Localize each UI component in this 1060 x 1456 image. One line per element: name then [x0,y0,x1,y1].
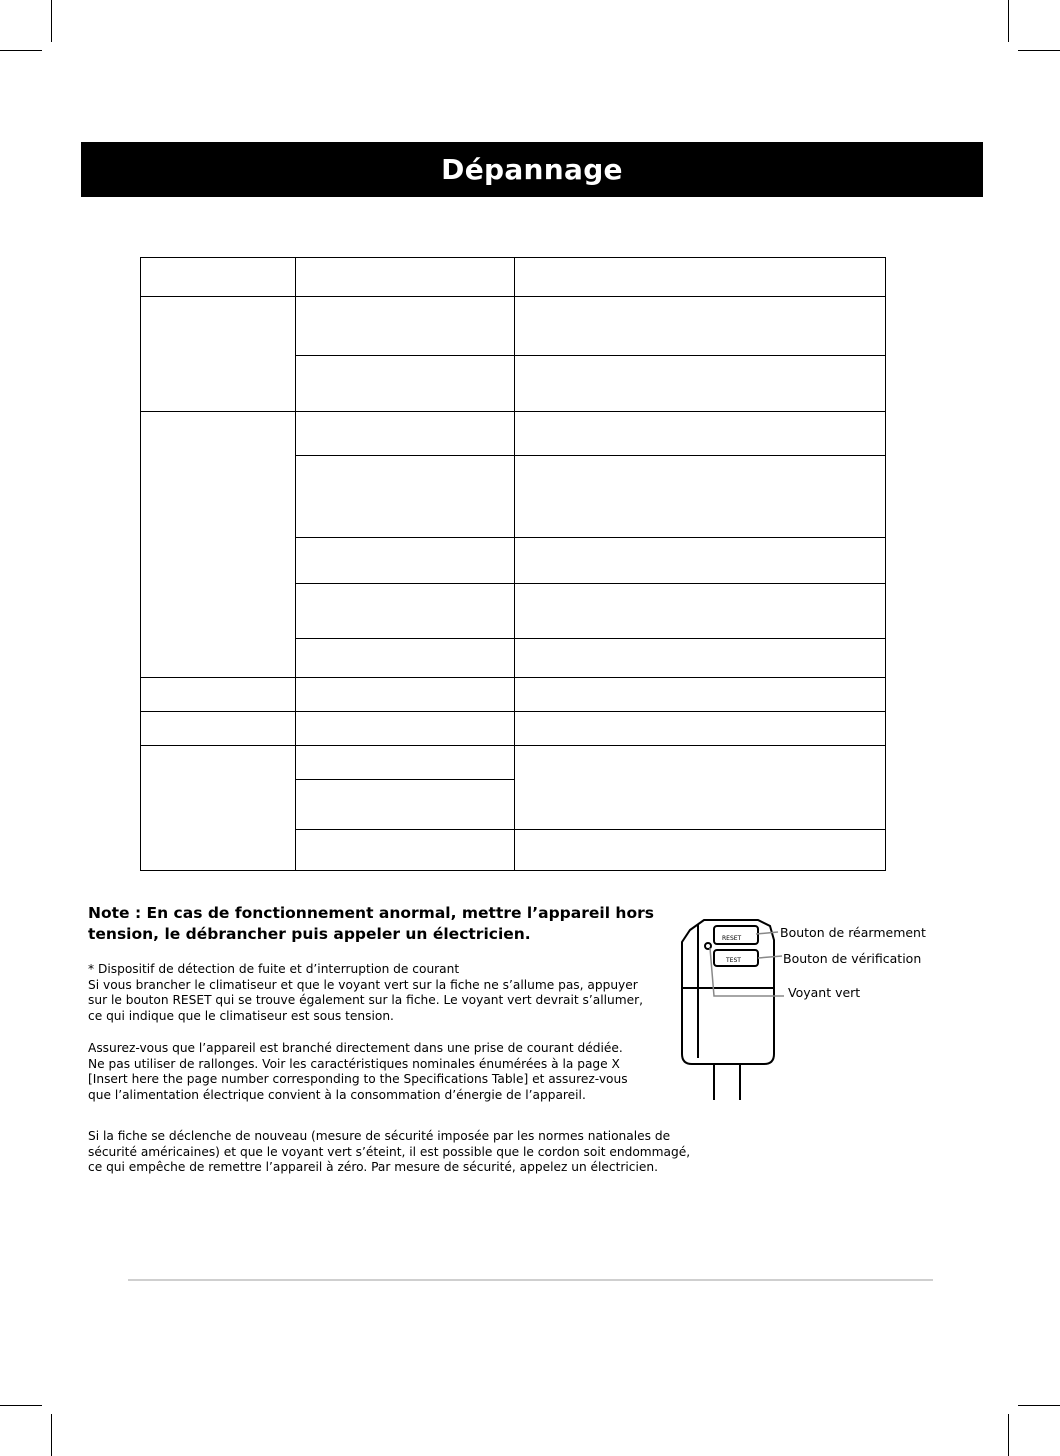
plug-illustration [670,912,940,1112]
table-cell [296,712,515,746]
table-cell [296,678,515,712]
paragraph-line: [Insert here the page number corresponding to the Specifications Table] et assurez-vous [88,1072,628,1086]
table-cell [296,456,515,538]
table-cell [296,412,515,456]
table-cell [141,412,296,678]
table-cell [141,297,296,412]
paragraph-line: * Dispositif de détection de fuite et d’interruption de courant [88,962,460,976]
crop-mark [1018,50,1060,51]
trip-paragraph [88,1129,728,1176]
plug-reset-text: RESET [722,935,742,942]
table-cell [515,456,886,538]
table-cell [141,258,296,297]
table-cell [296,258,515,297]
troubleshooting-table [140,257,886,871]
table-cell [515,297,886,356]
table-cell [296,297,515,356]
table-cell [296,830,515,871]
crop-mark [1008,1414,1009,1456]
paragraph-line: sécurité américaines) et que le voyant vert s’éteint, il est possible que le cordon soit endommagé, [88,1144,691,1159]
table-cell [515,356,886,412]
crop-mark [0,50,42,51]
paragraph-line: Si vous brancher le climatiseur et que le voyant vert sur la fiche ne s’allume pas, appuyer [88,977,638,992]
plug-test-text: TEST [726,957,741,964]
note-line: tension, le débrancher puis appeler un électricien. [88,925,531,943]
crop-mark [51,0,52,42]
paragraph-line: Ne pas utiliser de rallonges. Voir les caractéristiques nominales énumérées à la page X [88,1056,620,1071]
table-cell [515,712,886,746]
test-button-label: Bouton de vérification [783,951,922,966]
table-cell [515,258,886,297]
table-cell [515,584,886,639]
table-cell [296,746,515,780]
table-cell [515,412,886,456]
table-cell [141,678,296,712]
crop-mark [0,1405,42,1406]
table-row [141,678,886,712]
table-cell [141,746,296,871]
table-row [141,712,886,746]
table-cell [515,538,886,584]
crop-mark [51,1414,52,1456]
crop-mark [1018,1405,1060,1406]
table-cell [296,584,515,639]
table-cell [296,639,515,678]
table-cell [515,639,886,678]
paragraph-line: ce qui indique que le climatiseur est sous tension. [88,1008,394,1023]
paragraph-line: Si la fiche se déclenche de nouveau (mesure de sécurité imposée par les normes nationales de [88,1129,671,1143]
note-line: Note : En cas de fonctionnement anormal, mettre l’appareil hors [88,904,654,922]
table-row [141,412,886,456]
table-cell [141,712,296,746]
lcdi-plug-diagram [670,912,940,1112]
page-title: Dépannage [441,153,623,186]
outlet-paragraph [88,1041,728,1103]
lcdi-paragraph [88,962,728,1024]
table-cell [515,830,886,871]
paragraph-line: ce qui empêche de remettre l’appareil à zéro. Par mesure de sécurité, appelez un électricien. [88,1160,658,1174]
table-cell [296,780,515,830]
table-cell [515,746,886,830]
paragraph-line: sur le bouton RESET qui se trouve également sur la fiche. Le voyant vert devrait s’allumer, [88,993,643,1007]
warning-note [88,903,688,945]
table-cell [296,356,515,412]
paragraph-line: Assurez-vous que l’appareil est branché directement dans une prise de courant dédiée. [88,1041,623,1055]
table-row [141,746,886,780]
table-row [141,297,886,356]
table-cell [296,538,515,584]
footer-rule [128,1279,933,1281]
paragraph-line: que l’alimentation électrique convient à la consommation d’énergie de l’appareil. [88,1087,586,1102]
title-banner [81,142,983,197]
crop-mark [1008,0,1009,42]
table-row [141,258,886,297]
table-cell [515,678,886,712]
reset-button-label: Bouton de réarmement [780,925,926,940]
green-light-label: Voyant vert [788,985,861,1000]
